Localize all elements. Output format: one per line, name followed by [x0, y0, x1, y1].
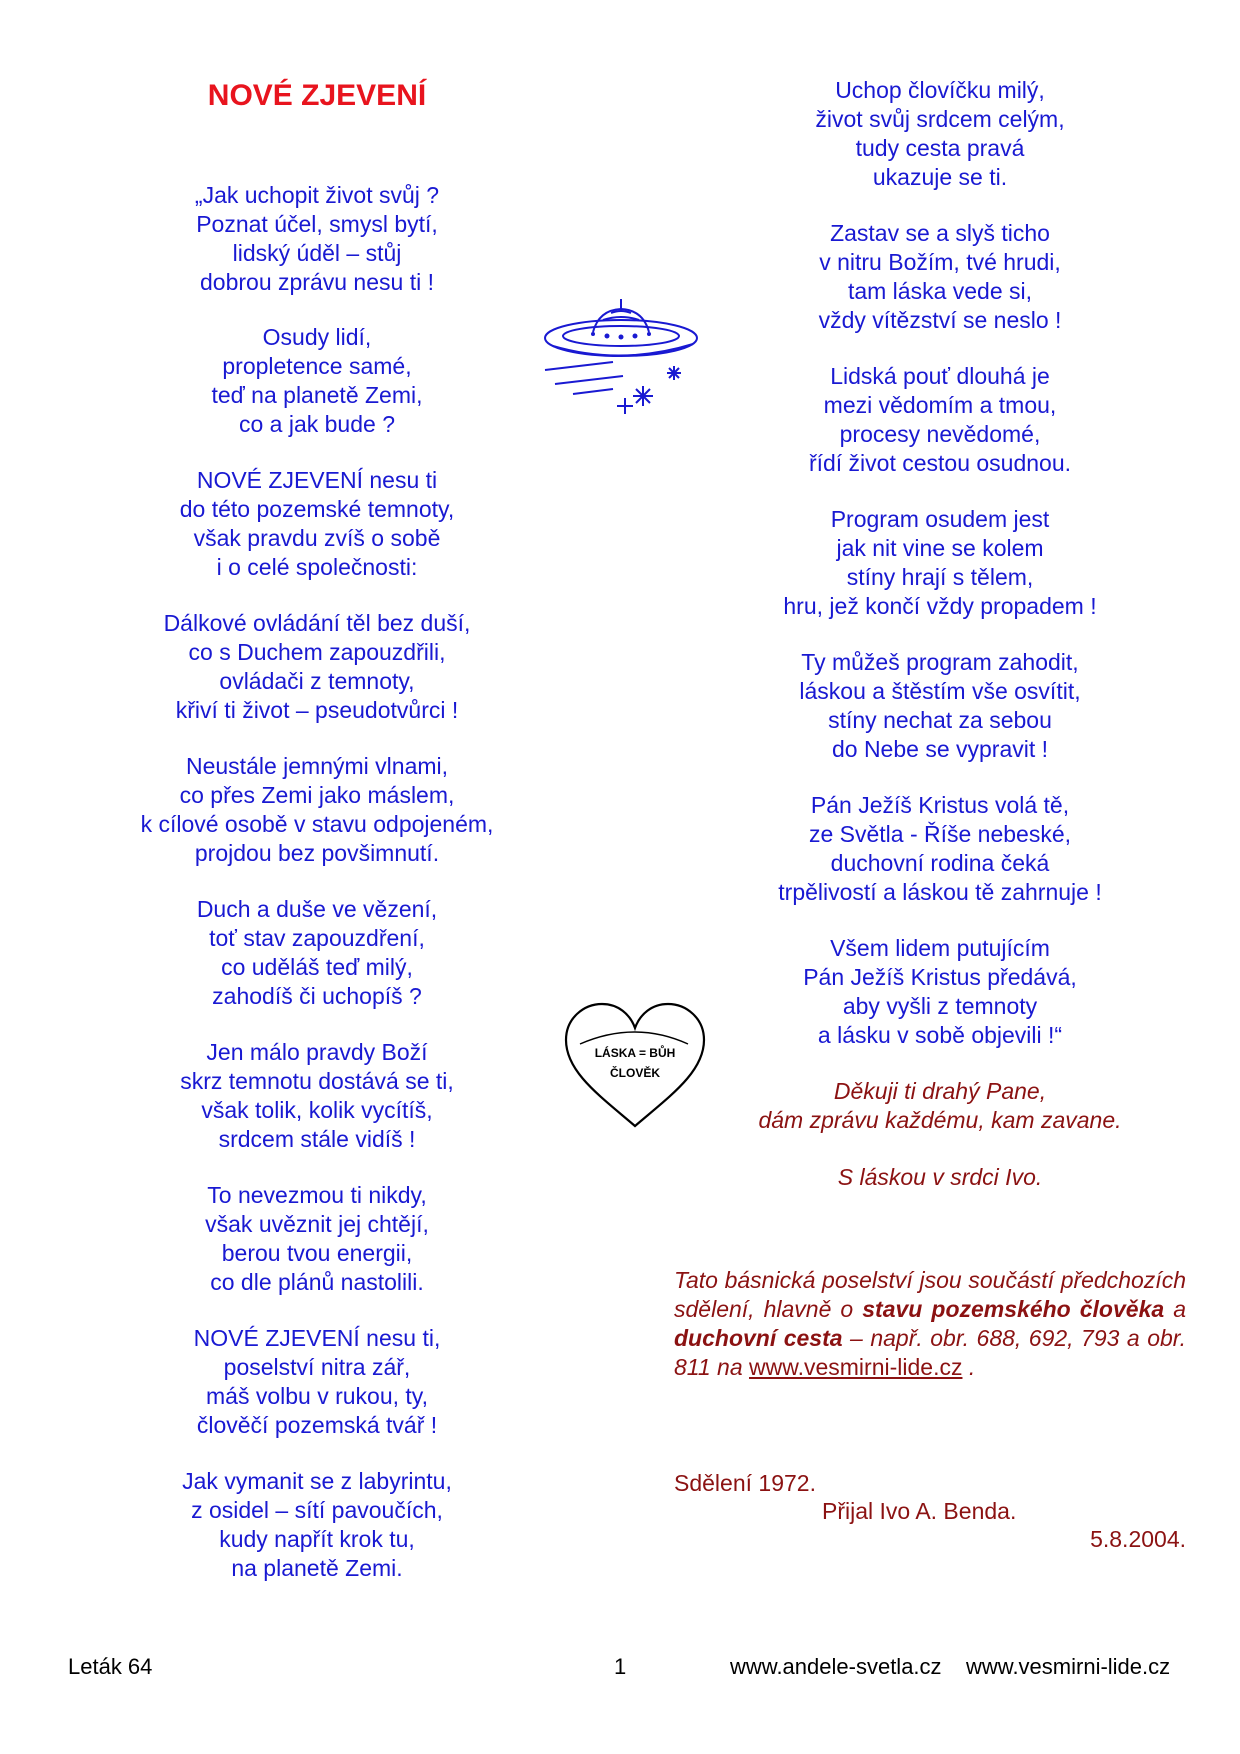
poem-line: křiví ti život – pseudotvůrci !	[175, 697, 459, 723]
poem-line: člověčí pozemská tvář !	[196, 1412, 438, 1438]
poem-line: zahodíš či uchopíš ?	[212, 983, 422, 1009]
poem-line: poselství nitra zář,	[223, 1354, 411, 1380]
poem-line: Osudy lidí,	[262, 324, 372, 350]
poem-line: život svůj srdcem celým,	[815, 106, 1065, 132]
poem-line: Jak vymanit se z labyrintu,	[182, 1468, 452, 1494]
heart-outline-icon	[560, 1000, 710, 1130]
poem-line: co a jak bude ?	[238, 411, 395, 437]
footer-link-andele[interactable]: www.andele-svetla.cz	[730, 1654, 942, 1679]
poem-line: Lidská pouť dlouhá je	[830, 363, 1050, 389]
poem-line: aby vyšli z temnoty	[842, 993, 1038, 1019]
footer-link-vesmirni[interactable]: www.vesmirni-lide.cz	[966, 1654, 1171, 1679]
heart-label-eq: =	[638, 1046, 646, 1060]
stanza	[92, 609, 542, 725]
poem-line: láskou a štěstím vše osvítit,	[799, 678, 1081, 704]
stanza	[92, 323, 542, 439]
poem-line: ukazuje se ti.	[872, 164, 1008, 190]
stanza	[700, 791, 1180, 907]
poem-line: máš volbu v rukou, ty,	[206, 1383, 428, 1409]
poem-line: Duch a duše ve vězení,	[196, 896, 438, 922]
stanza	[700, 362, 1180, 478]
poem-line: Jen málo pravdy Boží	[206, 1039, 428, 1065]
heart-label-top	[560, 1046, 710, 1060]
heart-label-bottom: ČLOVĚK	[609, 1066, 660, 1080]
stanza	[92, 1467, 542, 1583]
thanks-line: Děkuji ti drahý Pane,	[833, 1078, 1047, 1104]
thanks-stanza	[700, 1077, 1180, 1135]
note-text: Tato básnická poselství jsou součástí předchozích sdělení, hlavně o	[674, 1267, 1186, 1322]
poem-line: i o celé společnosti:	[216, 554, 418, 580]
closing-stanza	[700, 1163, 1180, 1192]
poem-line: vždy vítězství se neslo !	[818, 307, 1062, 333]
poem-line: stíny nechat za sebou	[828, 707, 1052, 733]
stanza	[700, 648, 1180, 764]
note-bold: stavu pozemského člověka	[862, 1296, 1165, 1322]
poem-line: kudy napřít krok tu,	[219, 1526, 415, 1552]
poem-line: berou tvou energii,	[221, 1240, 413, 1266]
poem-line: Ty můžeš program zahodit,	[801, 649, 1079, 675]
leaflet-number: Leták 64	[68, 1654, 153, 1679]
poem-line: do Nebe se vypravit !	[831, 736, 1049, 762]
closing-line: S láskou v srdci Ivo.	[837, 1164, 1043, 1190]
poem-line: Neustále jemnými vlnami,	[185, 753, 449, 779]
poem-line: NOVÉ ZJEVENÍ nesu ti,	[193, 1325, 441, 1351]
poem-line: co dle plánů nastolili.	[210, 1269, 424, 1295]
stanza	[92, 181, 542, 297]
page-number: 1	[614, 1654, 627, 1679]
poem-line: Dálkové ovládání těl bez duší,	[163, 610, 471, 636]
poem-line: hru, jež končí vždy propadem !	[783, 593, 1097, 619]
poem-line: z osidel – sítí pavoučích,	[191, 1497, 443, 1523]
poem-line: však pravdu zvíš o sobě	[193, 525, 441, 551]
note-text: a	[1164, 1296, 1186, 1322]
stanza	[700, 505, 1180, 621]
stanza	[700, 76, 1180, 192]
poem-line: Pán Ježíš Kristus předává,	[803, 964, 1077, 990]
poem-line: k cílové osobě v stavu odpojeném,	[140, 811, 494, 837]
poem-line: trpělivostí a láskou tě zahrnuje !	[778, 879, 1102, 905]
heart-label-left: LÁSKA	[594, 1046, 636, 1060]
poem-line: teď na planetě Zemi,	[211, 382, 423, 408]
poem-line: co s Duchem zapouzdřili,	[188, 639, 446, 665]
poem-line: Zastav se a slyš ticho	[830, 220, 1050, 246]
stanza	[700, 934, 1180, 1050]
poem-line: však uvěznit jej chtějí,	[205, 1211, 429, 1237]
poem-line: toť stav zapouzdření,	[209, 925, 425, 951]
thanks-line: dám zprávu každému, kam zavane.	[758, 1107, 1122, 1133]
date-line: 5.8.2004.	[1090, 1526, 1186, 1552]
stanza	[92, 895, 542, 1011]
poem-line: Všem lidem putujícím	[830, 935, 1050, 961]
poem-line: ovládači z temnoty,	[219, 668, 415, 694]
poem-line: Program osudem jest	[830, 506, 1050, 532]
poem-line: srdcem stále vidíš !	[218, 1126, 416, 1152]
poem-line: na planetě Zemi.	[231, 1555, 403, 1581]
poem-line: co uděláš teď milý,	[221, 954, 413, 980]
poem-line: procesy nevědomé,	[839, 421, 1041, 447]
poem-line: „Jak uchopit život svůj ?	[194, 182, 440, 208]
website-link[interactable]: www.vesmirni-lide.cz	[749, 1354, 963, 1380]
note-text: .	[962, 1354, 976, 1380]
poem-line: lidský úděl – stůj	[232, 240, 402, 266]
heart-illustration-icon	[560, 1000, 710, 1130]
ufo-illustration-icon	[543, 296, 708, 426]
poem-line: mezi vědomím a tmou,	[823, 392, 1057, 418]
poem-line: Uchop človíčku milý,	[835, 77, 1045, 103]
poem-line: ze Světla - Říše nebeské,	[808, 821, 1072, 847]
message-date-label: Sdělení 1972.	[674, 1470, 816, 1496]
poem-line: To nevezmou ti nikdy,	[207, 1182, 427, 1208]
poem-line: řídí život cestou osudnou.	[808, 450, 1072, 476]
stanza	[92, 1181, 542, 1297]
stanza	[700, 219, 1180, 335]
stanza	[92, 1038, 542, 1154]
poem-line: dobrou zprávu nesu ti !	[200, 269, 434, 295]
poem-line: tam láska vede si,	[847, 278, 1033, 304]
source-note	[674, 1266, 1186, 1382]
poem-line: v nitru Božím, tvé hrudi,	[819, 249, 1061, 275]
poem-line: Pán Ježíš Kristus volá tě,	[810, 792, 1070, 818]
poem-line: do této pozemské temnoty,	[179, 496, 455, 522]
poem-line: projdou bez povšimnutí.	[194, 840, 440, 866]
note-text: – např. obr. 688, 692, 793 a obr. 811 na	[674, 1325, 1186, 1380]
poem-line: co přes Zemi jako máslem,	[179, 782, 455, 808]
poem-line: propletence samé,	[222, 353, 412, 379]
poem-line: stíny hrají s tělem,	[846, 564, 1034, 590]
page-title: NOVÉ ZJEVENÍ	[207, 79, 427, 112]
poem-line: NOVÉ ZJEVENÍ nesu ti	[196, 467, 438, 493]
poem-line: Poznat účel, smysl bytí,	[196, 211, 438, 237]
author-line: Přijal Ivo A. Benda.	[822, 1498, 1017, 1524]
stanza	[92, 1324, 542, 1440]
poem-line: tudy cesta pravá	[855, 135, 1025, 161]
note-bold: duchovní cesta	[674, 1325, 843, 1351]
poem-line: jak nit vine se kolem	[836, 535, 1044, 561]
poem-line: duchovní rodina čeká	[830, 850, 1050, 876]
poem-line: a lásku v sobě objevili !“	[817, 1022, 1063, 1048]
poem-line: skrz temnotu dostává se ti,	[180, 1068, 454, 1094]
heart-label-right: BŮH	[649, 1046, 676, 1060]
poem-line: však tolik, kolik vycítíš,	[201, 1097, 433, 1123]
stanza	[92, 466, 542, 582]
stanza	[92, 752, 542, 868]
